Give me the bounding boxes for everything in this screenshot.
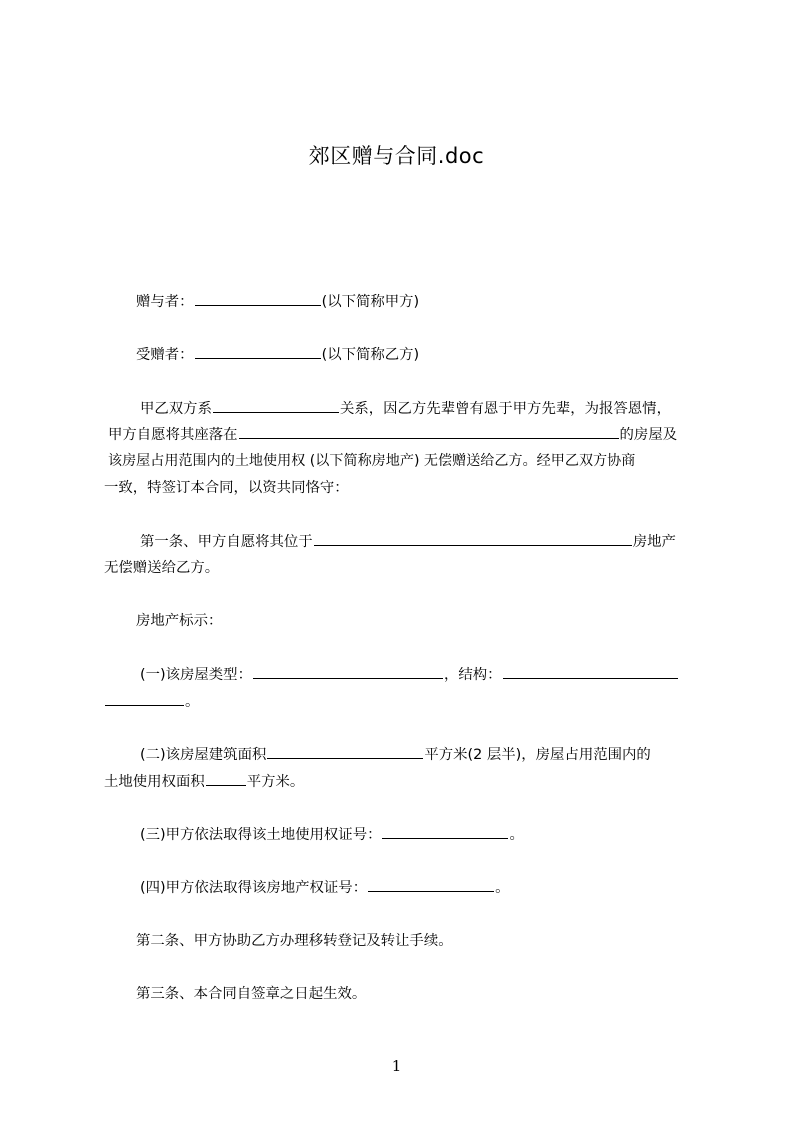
location-blank (239, 424, 619, 439)
land-area-unit: 平方米。 (246, 774, 305, 790)
donee-label: 受赠者： (136, 347, 194, 363)
donee-line (136, 344, 419, 365)
relationship-blank (213, 398, 339, 413)
preamble-line-3: 该房屋占用范围内的土地使用权 (以下简称房地产) 无偿赠送给乙方。经甲乙双方协商 (108, 453, 636, 469)
building-area-label: (二)该房屋建筑面积 (140, 747, 267, 763)
building-area-blank (267, 744, 423, 759)
property-cert-blank (368, 877, 494, 892)
article-1-blank (314, 531, 632, 546)
property-heading: 房地产标示： (136, 613, 223, 629)
house-type-blank (253, 664, 443, 679)
land-area-label: 土地使用权面积 (104, 774, 205, 790)
house-type-label: (一)该房屋类型： (140, 667, 252, 683)
donor-label: 赠与者： (136, 294, 194, 310)
article-1-suffix: 房地产 (632, 534, 676, 550)
structure-blank-continued (105, 691, 184, 706)
property-item-4 (140, 877, 510, 898)
property-item-1-line-1 (140, 664, 679, 685)
article-2: 第二条、甲方协助乙方办理移转登记及转让手续。 (136, 933, 453, 949)
article-1-line-2: 无偿赠送给乙方。 (104, 560, 220, 576)
document-title: 郊区赠与合同.doc (308, 144, 485, 168)
structure-label: ，结构： (443, 667, 502, 683)
structure-blank (503, 664, 678, 679)
property-cert-label: (四)甲方依法取得该房地产权证号： (140, 880, 368, 896)
land-cert-blank (382, 824, 508, 839)
property-item-3 (140, 824, 524, 845)
donor-line (136, 291, 419, 312)
preamble-line-4: 一致，特签订本合同，以资共同恪守： (104, 480, 349, 496)
donee-blank (195, 344, 321, 359)
article-3: 第三条、本合同自签章之日起生效。 (136, 986, 367, 1002)
item-3-end: 。 (509, 827, 524, 843)
article-1-prefix: 第一条、甲方自愿将其位于 (140, 534, 313, 550)
land-area-blank (206, 771, 246, 786)
land-cert-label: (三)甲方依法取得该土地使用权证号： (140, 827, 382, 843)
property-item-2-line-2 (104, 771, 304, 792)
relationship-suffix: 关系，因乙方先辈曾有恩于甲方先辈，为报答恩情， (339, 401, 671, 417)
item-1-end: 。 (185, 694, 200, 710)
item-4-end: 。 (495, 880, 510, 896)
donor-blank (195, 291, 321, 306)
property-item-2-line-1 (140, 744, 651, 765)
donor-suffix: (以下简称甲方) (321, 294, 420, 310)
property-item-1-line-2 (104, 691, 199, 712)
relationship-prefix: 甲乙双方系 (140, 401, 212, 417)
preamble-line-2 (108, 424, 677, 445)
donee-suffix: (以下简称乙方) (321, 347, 420, 363)
location-prefix: 甲方自愿将其座落在 (108, 427, 238, 443)
preamble-line-1 (140, 398, 671, 419)
location-suffix: 的房屋及 (619, 427, 678, 443)
building-area-unit: 平方米(2 层半)，房屋占用范围内的 (424, 747, 651, 763)
page-number: 1 (391, 1057, 402, 1075)
article-1-line-1 (140, 531, 676, 552)
